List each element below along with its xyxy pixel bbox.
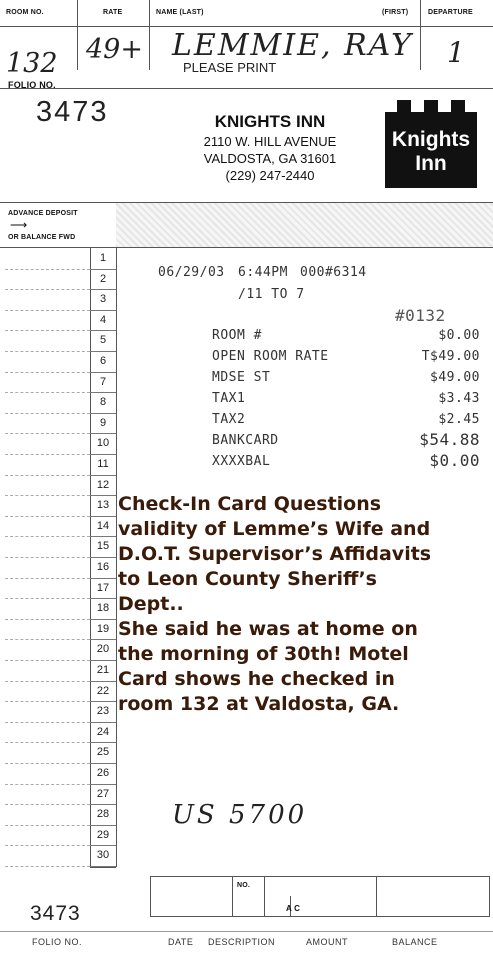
logo-knights-text: Knights bbox=[391, 128, 471, 151]
item-value: $54.88 bbox=[419, 430, 480, 449]
row-number: 8 bbox=[99, 396, 107, 409]
row-dash-rule bbox=[5, 722, 90, 723]
row-rule bbox=[90, 701, 116, 702]
name-last-label: NAME (LAST) bbox=[156, 9, 204, 16]
row-rule bbox=[90, 557, 116, 558]
row-rule bbox=[90, 392, 116, 393]
row-dash-rule bbox=[5, 742, 90, 743]
row-dash-rule bbox=[5, 269, 90, 270]
footer-ac-label: A C bbox=[286, 904, 301, 913]
row-rule bbox=[90, 310, 116, 311]
knights-inn-logo bbox=[385, 100, 477, 188]
row-number: 9 bbox=[99, 416, 107, 429]
departure-value: 1 bbox=[447, 36, 465, 69]
receipt-date: 06/29/03 bbox=[158, 265, 225, 280]
handwritten-note: US 5700 bbox=[172, 800, 308, 830]
row-number: 22 bbox=[96, 684, 110, 697]
row-number: 13 bbox=[96, 499, 110, 512]
footer-date-label: DATE bbox=[168, 937, 194, 947]
row-rule bbox=[90, 866, 116, 867]
row-rule bbox=[90, 289, 116, 290]
row-number: 3 bbox=[99, 293, 107, 306]
row-number: 15 bbox=[96, 540, 110, 553]
row-rule bbox=[90, 825, 116, 826]
row-dash-rule bbox=[5, 330, 90, 331]
row-number: 4 bbox=[99, 313, 107, 326]
receipt-line2: /11 TO 7 bbox=[238, 287, 305, 302]
row-dash-rule bbox=[5, 845, 90, 846]
item-label: XXXXBAL bbox=[212, 454, 271, 469]
row-dash-rule bbox=[5, 660, 90, 661]
row-rule bbox=[90, 330, 116, 331]
row-rule bbox=[90, 536, 116, 537]
receipt-code: 000#6314 bbox=[300, 265, 367, 280]
item-label: OPEN ROOM RATE bbox=[212, 349, 329, 364]
row-dash-rule bbox=[5, 392, 90, 393]
row-number: 27 bbox=[96, 787, 110, 800]
row-number: 21 bbox=[96, 664, 110, 676]
row-rule bbox=[90, 742, 116, 743]
row-dash-rule bbox=[5, 372, 90, 373]
item-value: T$49.00 bbox=[421, 349, 480, 364]
footer-no-label: NO. bbox=[237, 882, 251, 889]
item-label: ROOM # bbox=[212, 328, 262, 343]
row-number: 25 bbox=[96, 746, 110, 759]
bottom-folio-number: 3473 bbox=[30, 902, 81, 925]
room-no-value: 132 bbox=[6, 48, 58, 79]
folio-label: FOLIO NO. bbox=[8, 80, 56, 90]
bottom-folio-label: FOLIO NO. bbox=[32, 937, 83, 947]
row-dash-rule bbox=[5, 825, 90, 826]
row-dash-rule bbox=[5, 433, 90, 434]
row-dash-rule bbox=[5, 784, 90, 785]
item-label: TAX2 bbox=[212, 412, 246, 427]
room-no-label: ROOM NO. bbox=[6, 9, 44, 16]
row-number: 19 bbox=[96, 622, 110, 635]
row-number: 23 bbox=[96, 705, 110, 718]
row-rule bbox=[90, 639, 116, 640]
row-dash-rule bbox=[5, 495, 90, 496]
row-rule bbox=[90, 516, 116, 517]
item-value: $0.00 bbox=[438, 328, 480, 343]
row-number: 6 bbox=[99, 355, 107, 367]
row-rule bbox=[90, 722, 116, 723]
row-dash-rule bbox=[5, 536, 90, 537]
row-number: 12 bbox=[96, 478, 110, 491]
folio-number: 3473 bbox=[36, 96, 109, 128]
row-rule bbox=[90, 845, 116, 846]
row-number: 10 bbox=[96, 437, 110, 450]
row-number: 26 bbox=[96, 767, 110, 779]
row-number: 16 bbox=[96, 561, 110, 573]
row-dash-rule bbox=[5, 804, 90, 805]
row-rule bbox=[90, 475, 116, 476]
advance-deposit-shaded-area bbox=[116, 203, 493, 247]
annotation-line: She said he was at home on bbox=[118, 618, 418, 640]
row-number: 30 bbox=[96, 849, 110, 862]
row-rule bbox=[90, 784, 116, 785]
row-dash-rule bbox=[5, 639, 90, 640]
footer-amount-label: AMOUNT bbox=[306, 937, 348, 947]
advance-deposit-label: ADVANCE DEPOSIT bbox=[8, 210, 78, 217]
annotation-line: D.O.T. Supervisor’s Affidavits bbox=[118, 543, 432, 565]
row-number: 1 bbox=[99, 252, 107, 264]
item-value: $0.00 bbox=[429, 451, 480, 470]
row-number: 28 bbox=[96, 808, 110, 821]
item-value: $3.43 bbox=[438, 391, 480, 406]
hotel-phone: (229) 247-2440 bbox=[225, 168, 315, 183]
receipt-ticket: #0132 bbox=[395, 306, 446, 325]
guest-name-value: LEMMIE, RAY bbox=[172, 28, 413, 63]
item-label: MDSE ST bbox=[212, 370, 271, 385]
row-dash-rule bbox=[5, 475, 90, 476]
row-rule bbox=[90, 660, 116, 661]
footer-description-label: DESCRIPTION bbox=[208, 937, 276, 947]
annotation-line: validity of Lemme’s Wife and bbox=[118, 518, 431, 540]
row-rule bbox=[90, 454, 116, 455]
row-dash-rule bbox=[5, 701, 90, 702]
annotation-line: Card shows he checked in bbox=[118, 668, 395, 690]
annotation-line: to Leon County Sheriff’s bbox=[118, 568, 377, 590]
row-number: 11 bbox=[97, 458, 109, 470]
receipt-time: 6:44PM bbox=[238, 265, 288, 280]
arrow-right-icon: ⟶ bbox=[10, 218, 28, 232]
row-rule bbox=[90, 598, 116, 599]
row-rule bbox=[90, 351, 116, 352]
annotation-line: room 132 at Valdosta, GA. bbox=[118, 693, 400, 715]
item-label: BANKCARD bbox=[212, 433, 279, 448]
hotel-name: KNIGHTS INN bbox=[214, 112, 326, 131]
row-number: 18 bbox=[96, 602, 110, 615]
row-dash-rule bbox=[5, 310, 90, 311]
row-number: 24 bbox=[96, 725, 110, 738]
item-value: $2.45 bbox=[438, 412, 480, 427]
row-rule bbox=[90, 269, 116, 270]
item-label: TAX1 bbox=[212, 391, 246, 406]
row-dash-rule bbox=[5, 681, 90, 682]
balance-fwd-label: OR BALANCE FWD bbox=[8, 234, 76, 241]
row-dash-rule bbox=[5, 598, 90, 599]
rate-value: 49+ bbox=[86, 34, 143, 65]
departure-label: DEPARTURE bbox=[428, 9, 473, 16]
annotation-line: Check-In Card Questions bbox=[118, 493, 382, 515]
row-rule bbox=[90, 372, 116, 373]
row-dash-rule bbox=[5, 289, 90, 290]
hotel-address: 2110 W. HILL AVENUE bbox=[203, 134, 337, 149]
row-number: 14 bbox=[96, 519, 110, 532]
row-rule bbox=[90, 578, 116, 579]
annotation-line: Dept.. bbox=[118, 593, 184, 615]
row-number: 29 bbox=[96, 828, 110, 841]
row-dash-rule bbox=[5, 413, 90, 414]
row-dash-rule bbox=[5, 557, 90, 558]
row-number: 2 bbox=[99, 272, 107, 285]
row-number: 7 bbox=[99, 375, 107, 388]
row-number: 20 bbox=[96, 643, 110, 656]
row-dash-rule bbox=[5, 763, 90, 764]
row-rule bbox=[90, 495, 116, 496]
item-value: $49.00 bbox=[430, 370, 480, 385]
row-rule bbox=[90, 413, 116, 414]
hotel-city: VALDOSTA, GA 31601 bbox=[203, 151, 337, 166]
row-rule bbox=[90, 763, 116, 764]
row-number: 5 bbox=[99, 334, 107, 347]
please-print-label: PLEASE PRINT bbox=[183, 60, 277, 75]
annotation-line: the morning of 30th! Motel bbox=[118, 643, 409, 665]
row-rule bbox=[90, 681, 116, 682]
rate-label: RATE bbox=[103, 9, 123, 16]
logo-inn-text: Inn bbox=[415, 152, 447, 175]
row-dash-rule bbox=[5, 619, 90, 620]
row-dash-rule bbox=[5, 578, 90, 579]
row-dash-rule bbox=[5, 866, 90, 867]
name-first-label: (FIRST) bbox=[382, 9, 409, 16]
row-dash-rule bbox=[5, 516, 90, 517]
row-rule bbox=[90, 804, 116, 805]
footer-balance-label: BALANCE bbox=[392, 937, 438, 947]
row-rule bbox=[90, 619, 116, 620]
row-dash-rule bbox=[5, 454, 90, 455]
row-rule bbox=[90, 433, 116, 434]
row-number: 17 bbox=[96, 581, 110, 594]
row-dash-rule bbox=[5, 351, 90, 352]
